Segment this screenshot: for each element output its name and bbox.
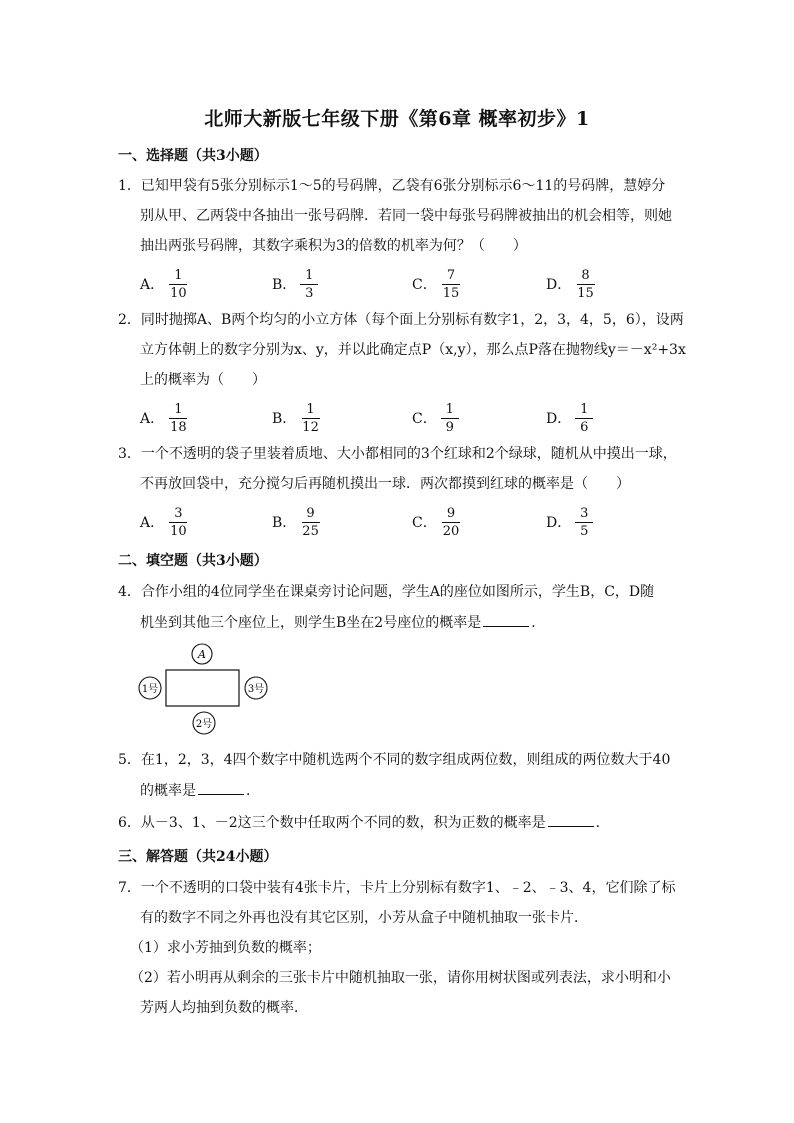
q1-text-line1: 1．已知甲袋有5张分别标示1～5的号码牌，乙袋有6张分别标示6～11的号码牌，慧婷分 [118, 178, 666, 194]
q5-answer-blank [198, 780, 244, 795]
q1-option-d: D． $\frac{8}{15}$ [546, 267, 594, 301]
section-heading-solve: 三、解答题（共24小题） [118, 849, 278, 865]
q3-text-line2: 不再放回袋中，充分搅匀后再随机摸出一球．两次都摸到红球的概率是（ ） [140, 476, 630, 492]
q4-answer-blank [483, 612, 529, 627]
seat-label-1: 1号 [141, 684, 159, 695]
q2-text-line3: 上的概率为（ ） [140, 372, 266, 388]
q2-text-line2: 立方体朝上的数字分别为x、y，并以此确定点P（x,y），那么点P落在抛物线y＝－x²+3x [140, 342, 686, 358]
q3-text-line1: 3．一个不透明的袋子里装着质地、大小都相同的3个红球和2个绿球，随机从中摸出一球， [118, 446, 677, 462]
q1-option-c: C． $\frac{7}{15}$ [412, 267, 460, 301]
section-heading-fill-in: 二、填空题（共3小题） [118, 553, 268, 569]
q5-text-line1: 5．在1，2，3，4四个数字中随机选两个不同的数字组成两位数，则组成的两位数大于40 [118, 752, 671, 768]
q6-text-line1: 6．从－3、1、－2这三个数中任取两个不同的数，积为正数的概率是 ． [118, 812, 610, 833]
seat-label-3: 3号 [247, 684, 265, 695]
seat-diagram [134, 640, 284, 740]
seat-diagram-svg [134, 640, 284, 740]
q1-option-a: A． $\frac{1}{10}$ [140, 267, 187, 301]
q2-text-line1: 2．同时抛掷A、B两个均匀的小立方体（每个面上分别标有数字1，2，3，4，5，6），设两 [118, 312, 684, 328]
q4-text-line2: 机坐到其他三个座位上，则学生B坐在2号座位的概率是 ． [140, 612, 545, 633]
q7-subquestion-1: （1）求小芳抽到负数的概率； [130, 940, 321, 956]
seat-label-a: A [198, 648, 206, 661]
seat-label-2: 2号 [195, 719, 213, 730]
q2-options [140, 398, 660, 438]
q7-subquestion-2-cont: 芳两人均抽到负数的概率． [140, 1000, 308, 1016]
q3-option-d: D． $\frac{3}{5}$ [546, 502, 593, 542]
q2-option-a: A． $\frac{1}{18}$ [140, 401, 187, 435]
q7-text-line2: 有的数字不同之外再也没有其它区别，小芳从盒子中随机抽取一张卡片． [140, 910, 588, 926]
page-title: 北师大新版七年级下册《第6章 概率初步》1 [204, 108, 590, 130]
q1-options [140, 264, 660, 304]
q6-answer-blank [548, 812, 594, 827]
q2-option-b: B． $\frac{1}{12}$ [272, 401, 319, 435]
q2-option-c: C． $\frac{1}{9}$ [412, 398, 459, 438]
q7-subquestion-2: （2）若小明再从剩余的三张卡片中随机抽取一张，请你用树状图或列表法，求小明和小 [130, 970, 671, 986]
q2-option-d: D． $\frac{1}{6}$ [546, 398, 593, 438]
q4-text-line1: 4．合作小组的4位同学坐在课桌旁讨论问题，学生A的座位如图所示，学生B，C，D随 [118, 584, 655, 600]
q1-option-b: B． $\frac{1}{3}$ [272, 264, 318, 304]
q3-option-b: B． $\frac{9}{25}$ [272, 505, 319, 539]
q3-options [140, 502, 660, 542]
q3-option-c: C． $\frac{9}{20}$ [412, 505, 460, 539]
section-heading-choice: 一、选择题（共3小题） [118, 148, 268, 164]
q7-text-line1: 7．一个不透明的口袋中装有4张卡片，卡片上分别标有数字1、﹣2、﹣3、4，它们除了标 [118, 880, 676, 896]
q3-option-a: A． $\frac{3}{10}$ [140, 505, 187, 539]
desk-rectangle [166, 670, 239, 706]
q1-text-line2: 别从甲、乙两袋中各抽出一张号码牌．若同一袋中每张号码牌被抽出的机会相等，则她 [140, 208, 672, 224]
q1-text-line3: 抽出两张号码牌，其数字乘积为3的倍数的机率为何？（ ） [140, 238, 527, 254]
q5-text-line2: 的概率是 ． [140, 780, 260, 801]
